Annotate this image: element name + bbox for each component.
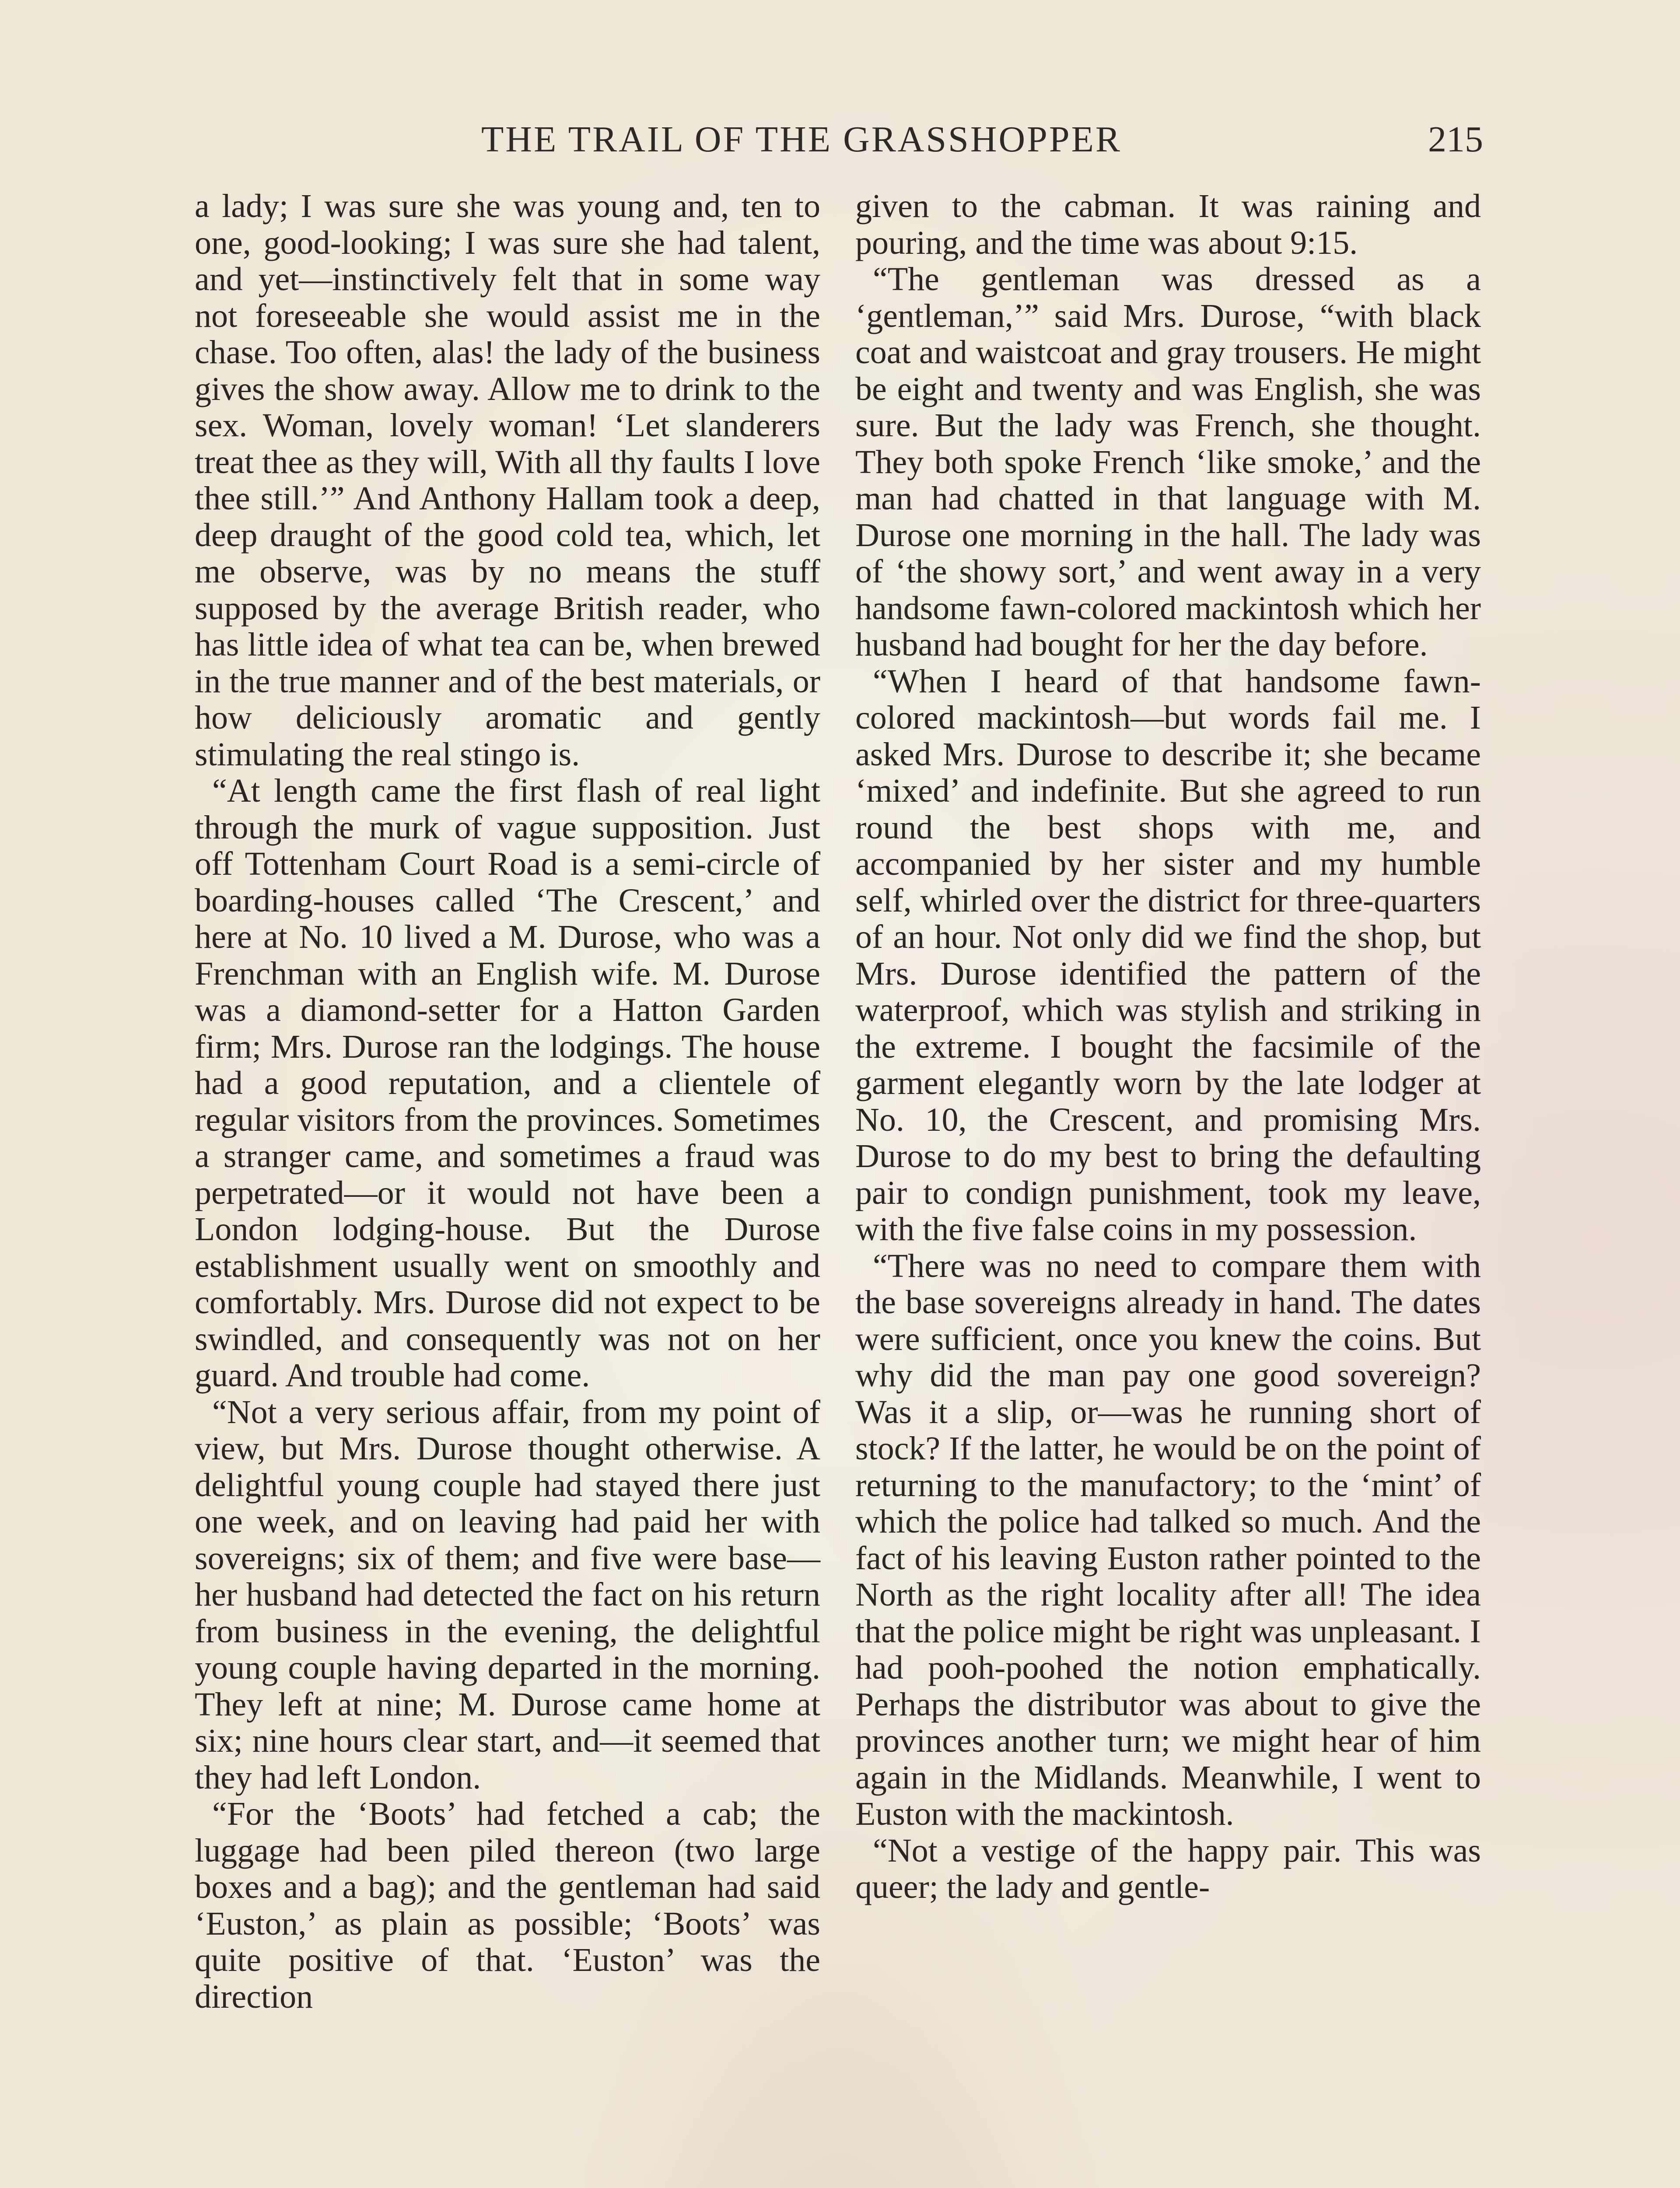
paragraph: “There was no need to compare them with the base sovereigns already in hand. The dates were sufficient, once you knew the coins. But why did the man pay one good sovereign? Was it a slip, or—was he running short of stock? If the latter, he would be on the point of returning to the manufactory; to the ‘mint’ of which the police had talked so much. And the fact of his leaving Euston rather pointed to the North as the right locality after all! The idea that the police might be right was unpleasant. I had pooh-poohed the notion emphatically. Perhaps the distributor was about to give the provinces another turn; we might hear of him again in the Midlands. Meanwhile, I went to Euston with the mackintosh. — [855, 1247, 1481, 1832]
paragraph: “Not a very serious affair, from my point of view, but Mrs. Durose thought otherwise. A delightful young couple had stayed there just one week, and on leaving had paid her with sovereigns; six of them; and five were base—her husband had detected the fact on his return from business in the evening, the delightful young couple having departed in the morning. They left at nine; M. Durose came home at six; nine hours clear start, and—it seemed that they had left London. — [195, 1393, 820, 1796]
paragraph: a lady; I was sure she was young and, ten to one, good-looking; I was sure she had talent, and yet—instinctively felt that in some way not foreseeable she would assist me in the chase. Too often, alas! the lady of the business gives the show away. Allow me to drink to the sex. Woman, lovely woman! ‘Let slanderers treat thee as they will, With all thy faults I love thee still.’” And Anthony Hallam took a deep, deep draught of the good cold tea, which, let me observe, was by no means the stuff supposed by the average British reader, who has little idea of what tea can be, when brewed in the true manner and of the best materials, or how deliciously aromatic and gently stimulating the real stingo is. — [195, 188, 820, 773]
left-column — [195, 188, 820, 2015]
paragraph: “The gentleman was dressed as a ‘gentleman,’” said Mrs. Durose, “with black coat and waistcoat and gray trousers. He might be eight and twenty and was English, she was sure. But the lady was French, she thought. They both spoke French ‘like smoke,’ and the man had chatted in that language with M. Durose one morning in the hall. The lady was of ‘the showy sort,’ and went away in a very handsome fawn-colored mackintosh which her husband had bought for her the day before. — [855, 261, 1481, 663]
paragraph: given to the cabman. It was raining and pouring, and the time was about 9:15. — [855, 188, 1481, 261]
paragraph: “When I heard of that handsome fawn-colored mackintosh—but words fail me. I asked Mrs. Durose to describe it; she became ‘mixed’ and indefinite. But she agreed to run round the best shops with me, and accompanied by her sister and my humble self, whirled over the district for three-quarters of an hour. Not only did we find the shop, but Mrs. Durose identified the pattern of the waterproof, which was stylish and striking in the extreme. I bought the facsimile of the garment elegantly worn by the late lodger at No. 10, the Crescent, and promising Mrs. Durose to do my best to bring the defaulting pair to condign punishment, took my leave, with the five false coins in my possession. — [855, 663, 1481, 1248]
paragraph: “At length came the first flash of real light through the murk of vague supposition. Just off Tottenham Court Road is a semi-circle of boarding-houses called ‘The Crescent,’ and here at No. 10 lived a M. Durose, who was a Frenchman with an English wife. M. Durose was a diamond-setter for a Hatton Garden firm; Mrs. Durose ran the lodgings. The house had a good reputation, and a clientele of regular visitors from the provinces. Sometimes a stranger came, and sometimes a fraud was perpetrated—or it would not have been a London lodging-house. But the Durose establishment usually went on smoothly and comfortably. Mrs. Durose did not expect to be swindled, and consequently was not on her guard. And trouble had come. — [195, 772, 820, 1394]
running-head: THE TRAIL OF THE GRASSHOPPER — [481, 119, 1122, 160]
paragraph: “For the ‘Boots’ had fetched a cab; the luggage had been piled thereon (two large boxes and a bag); and the gentleman had said ‘Euston,’ as plain as possible; ‘Boots’ was quite positive of that. ‘Euston’ was the direction — [195, 1795, 820, 2015]
page-number: 215 — [1428, 119, 1483, 160]
right-column — [855, 188, 1481, 1906]
page-header — [192, 118, 1483, 171]
paragraph: “Not a vestige of the happy pair. This was queer; the lady and gentle- — [855, 1832, 1481, 1905]
